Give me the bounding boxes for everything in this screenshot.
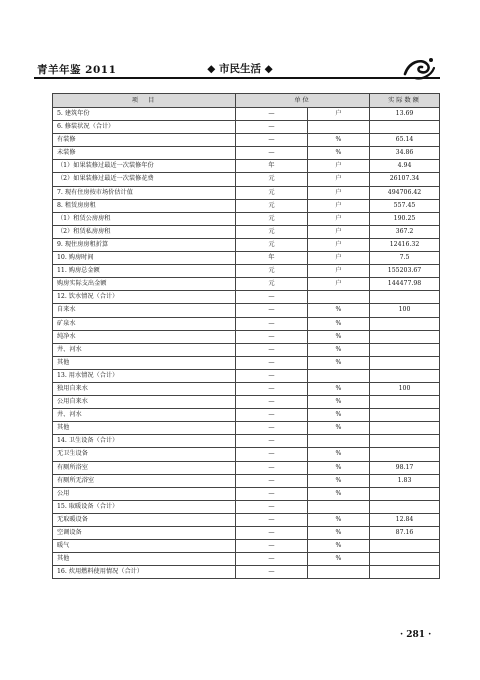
table-row xyxy=(53,527,440,540)
value-cell: 494706.42 xyxy=(370,186,440,199)
value-cell: 155203.67 xyxy=(370,265,440,278)
per-cell xyxy=(308,566,370,579)
unit-cell: 年 xyxy=(236,160,308,173)
table-row xyxy=(53,265,440,278)
value-cell: 65.14 xyxy=(370,134,440,147)
unit-cell: — xyxy=(236,382,308,395)
unit-cell: — xyxy=(236,409,308,422)
table-row xyxy=(53,199,440,212)
value-cell xyxy=(370,369,440,382)
item-cell: 无取暖设备 xyxy=(53,513,236,526)
item-cell: （2）租赁私房房租 xyxy=(53,225,236,238)
per-cell: 户 xyxy=(308,238,370,251)
header-unit: 单位 xyxy=(236,94,370,108)
per-cell: 户 xyxy=(308,225,370,238)
unit-cell: — xyxy=(236,513,308,526)
value-cell: 144477.98 xyxy=(370,278,440,291)
value-cell: 12.84 xyxy=(370,513,440,526)
table-row xyxy=(53,566,440,579)
item-cell: 公用 xyxy=(53,487,236,500)
value-cell: 7.5 xyxy=(370,252,440,265)
table-row xyxy=(53,382,440,395)
unit-cell: — xyxy=(236,474,308,487)
item-cell: 8. 租赁房房租 xyxy=(53,199,236,212)
per-cell: 户 xyxy=(308,160,370,173)
item-cell: 无卫生设备 xyxy=(53,448,236,461)
per-cell xyxy=(308,435,370,448)
item-cell: 购房实际支出金额 xyxy=(53,278,236,291)
table-row xyxy=(53,396,440,409)
unit-cell: 元 xyxy=(236,238,308,251)
item-cell: 其他 xyxy=(53,553,236,566)
per-cell: % xyxy=(308,540,370,553)
value-cell xyxy=(370,330,440,343)
item-cell: 自来水 xyxy=(53,304,236,317)
table-row xyxy=(53,252,440,265)
value-cell: 34.86 xyxy=(370,147,440,160)
item-cell: 11. 购房总金额 xyxy=(53,265,236,278)
value-cell xyxy=(370,487,440,500)
value-cell xyxy=(370,435,440,448)
table-row xyxy=(53,278,440,291)
unit-cell: — xyxy=(236,356,308,369)
per-cell: 户 xyxy=(308,265,370,278)
per-cell: % xyxy=(308,409,370,422)
value-cell xyxy=(370,422,440,435)
per-cell xyxy=(308,500,370,513)
value-cell xyxy=(370,540,440,553)
item-cell: 5. 建筑年份 xyxy=(53,108,236,121)
header-rule xyxy=(34,77,440,79)
item-cell: 其他 xyxy=(53,422,236,435)
unit-cell: — xyxy=(236,291,308,304)
value-cell: 26107.34 xyxy=(370,173,440,186)
item-cell: 有装修 xyxy=(53,134,236,147)
item-cell: （1）租赁公房房租 xyxy=(53,212,236,225)
unit-cell: — xyxy=(236,527,308,540)
item-cell: （2）如果装修过最近一次装修花费 xyxy=(53,173,236,186)
unit-cell: — xyxy=(236,487,308,500)
value-cell xyxy=(370,291,440,304)
item-cell: （1）如果装修过最近一次装修年份 xyxy=(53,160,236,173)
per-cell: % xyxy=(308,487,370,500)
value-cell: 98.17 xyxy=(370,461,440,474)
item-cell: 井、河水 xyxy=(53,343,236,356)
table-row xyxy=(53,461,440,474)
table-row xyxy=(53,422,440,435)
table-row xyxy=(53,291,440,304)
table-row xyxy=(53,343,440,356)
per-cell: % xyxy=(308,317,370,330)
unit-cell: — xyxy=(236,317,308,330)
table-row xyxy=(53,108,440,121)
table-row xyxy=(53,160,440,173)
table-row xyxy=(53,173,440,186)
per-cell: % xyxy=(308,527,370,540)
unit-cell: 年 xyxy=(236,252,308,265)
table-row xyxy=(53,212,440,225)
item-cell: 暖气 xyxy=(53,540,236,553)
item-cell: 7. 现有住房按市场价估计值 xyxy=(53,186,236,199)
per-cell: % xyxy=(308,134,370,147)
value-cell: 557.45 xyxy=(370,199,440,212)
unit-cell: — xyxy=(236,461,308,474)
unit-cell: — xyxy=(236,134,308,147)
unit-cell: — xyxy=(236,422,308,435)
value-cell xyxy=(370,121,440,134)
per-cell: % xyxy=(308,422,370,435)
table-row xyxy=(53,317,440,330)
item-cell: 其他 xyxy=(53,356,236,369)
value-cell xyxy=(370,553,440,566)
table-row xyxy=(53,304,440,317)
unit-cell: 元 xyxy=(236,173,308,186)
per-cell xyxy=(308,369,370,382)
item-cell: 矿泉水 xyxy=(53,317,236,330)
table-row xyxy=(53,540,440,553)
per-cell xyxy=(308,121,370,134)
per-cell: 户 xyxy=(308,173,370,186)
table-row xyxy=(53,330,440,343)
unit-cell: — xyxy=(236,500,308,513)
item-cell: 纯净水 xyxy=(53,330,236,343)
header-value: 实际数额 xyxy=(370,94,440,108)
unit-cell: — xyxy=(236,369,308,382)
section-title: ◆ 市民生活 ◆ xyxy=(207,63,273,75)
per-cell: % xyxy=(308,330,370,343)
value-cell: 100 xyxy=(370,382,440,395)
per-cell: % xyxy=(308,474,370,487)
table-row xyxy=(53,448,440,461)
table-row xyxy=(53,121,440,134)
item-cell: 9. 现住房房租折算 xyxy=(53,238,236,251)
table-row xyxy=(53,553,440,566)
per-cell: % xyxy=(308,343,370,356)
value-cell xyxy=(370,500,440,513)
value-cell xyxy=(370,409,440,422)
value-cell: 190.25 xyxy=(370,212,440,225)
value-cell xyxy=(370,566,440,579)
value-cell: 100 xyxy=(370,304,440,317)
item-cell: 未装修 xyxy=(53,147,236,160)
value-cell xyxy=(370,356,440,369)
page-number: · 281 · xyxy=(400,630,432,640)
value-cell: 12416.32 xyxy=(370,238,440,251)
unit-cell: — xyxy=(236,147,308,160)
value-cell xyxy=(370,317,440,330)
table-row xyxy=(53,134,440,147)
table-row xyxy=(53,474,440,487)
per-cell: % xyxy=(308,461,370,474)
table-row xyxy=(53,500,440,513)
per-cell xyxy=(308,291,370,304)
table-row xyxy=(53,186,440,199)
value-cell xyxy=(370,343,440,356)
per-cell: % xyxy=(308,304,370,317)
unit-cell: 元 xyxy=(236,265,308,278)
item-cell: 有厕所浴室 xyxy=(53,461,236,474)
item-cell: 空调设备 xyxy=(53,527,236,540)
unit-cell: 元 xyxy=(236,225,308,238)
item-cell: 16. 炊用燃料使用情况（合计） xyxy=(53,566,236,579)
header-item: 项 目 xyxy=(53,94,236,108)
value-cell: 87.16 xyxy=(370,527,440,540)
value-cell: 13.69 xyxy=(370,108,440,121)
item-cell: 13. 用水情况（合计） xyxy=(53,369,236,382)
value-cell: 367.2 xyxy=(370,225,440,238)
item-cell: 公用自来水 xyxy=(53,396,236,409)
unit-cell: — xyxy=(236,540,308,553)
table-row xyxy=(53,369,440,382)
item-cell: 井、河水 xyxy=(53,409,236,422)
value-cell: 1.83 xyxy=(370,474,440,487)
table-body xyxy=(53,108,440,579)
per-cell: % xyxy=(308,147,370,160)
item-cell: 6. 修装状况（合计） xyxy=(53,121,236,134)
table-row xyxy=(53,487,440,500)
value-cell xyxy=(370,448,440,461)
unit-cell: — xyxy=(236,304,308,317)
per-cell: 户 xyxy=(308,108,370,121)
unit-cell: — xyxy=(236,396,308,409)
value-cell xyxy=(370,396,440,409)
per-cell: % xyxy=(308,356,370,369)
table-row xyxy=(53,225,440,238)
unit-cell: — xyxy=(236,330,308,343)
table-row xyxy=(53,513,440,526)
item-cell: 12. 饮水情况（合计） xyxy=(53,291,236,304)
per-cell: 户 xyxy=(308,199,370,212)
table-row xyxy=(53,435,440,448)
unit-cell: — xyxy=(236,566,308,579)
table-row xyxy=(53,238,440,251)
value-cell: 4.94 xyxy=(370,160,440,173)
unit-cell: — xyxy=(236,435,308,448)
table-header-row xyxy=(53,94,440,108)
unit-cell: — xyxy=(236,343,308,356)
item-cell: 10. 购房时间 xyxy=(53,252,236,265)
item-cell: 独用自来水 xyxy=(53,382,236,395)
item-cell: 有厕所无浴室 xyxy=(53,474,236,487)
unit-cell: 元 xyxy=(236,212,308,225)
item-cell: 14. 卫生设备（合计） xyxy=(53,435,236,448)
per-cell: % xyxy=(308,382,370,395)
unit-cell: 元 xyxy=(236,278,308,291)
statistics-table xyxy=(52,93,440,579)
per-cell: 户 xyxy=(308,278,370,291)
unit-cell: — xyxy=(236,553,308,566)
unit-cell: — xyxy=(236,121,308,134)
per-cell: % xyxy=(308,513,370,526)
item-cell: 15. 取暖设备（合计） xyxy=(53,500,236,513)
table-row xyxy=(53,356,440,369)
unit-cell: 元 xyxy=(236,186,308,199)
per-cell: % xyxy=(308,553,370,566)
per-cell: 户 xyxy=(308,252,370,265)
per-cell: % xyxy=(308,448,370,461)
table-row xyxy=(53,147,440,160)
table-row xyxy=(53,409,440,422)
book-title: 青羊年鉴 2011 xyxy=(37,64,117,76)
per-cell: 户 xyxy=(308,186,370,199)
per-cell: 户 xyxy=(308,212,370,225)
unit-cell: — xyxy=(236,448,308,461)
unit-cell: — xyxy=(236,108,308,121)
per-cell: % xyxy=(308,396,370,409)
unit-cell: 元 xyxy=(236,199,308,212)
